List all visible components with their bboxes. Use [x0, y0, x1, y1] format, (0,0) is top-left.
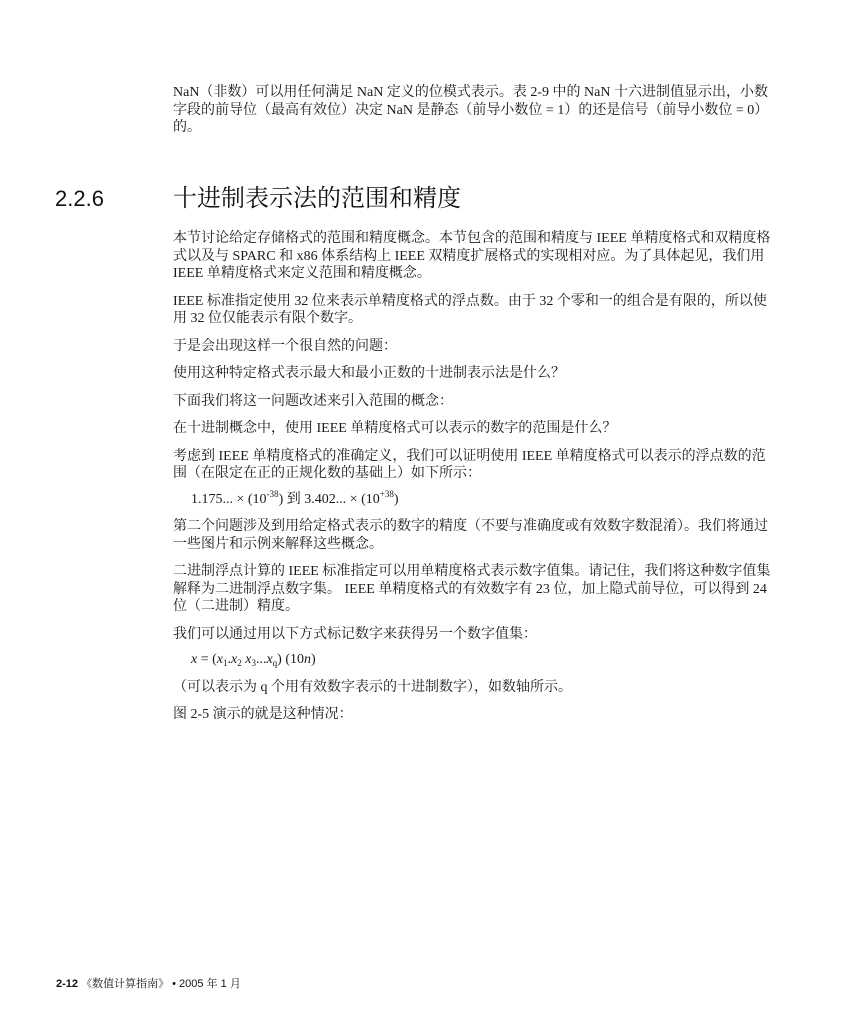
- formula-close: ) (10: [277, 652, 304, 667]
- range-mid: ) 到 3.402... × (10: [278, 491, 380, 507]
- paragraph-question-intro: 于是会出现这样一个很自然的问题：: [173, 338, 397, 354]
- range-high-exponent: +38: [379, 488, 394, 499]
- formula-sub1: 1: [223, 658, 228, 668]
- range-low-exponent: -38: [266, 488, 279, 499]
- paragraph-figure-ref: 图 2-5 演示的就是这种情况：: [173, 707, 353, 722]
- formula-n: n: [303, 652, 311, 667]
- formula-sub3: 3: [251, 658, 256, 668]
- formula-ellipsis: ...: [255, 652, 267, 667]
- section-body: [173, 230, 773, 734]
- paragraph-binary-set: 二进制浮点计算的 IEEE 标准指定可以用单精度格式表示数字值集。请记住，我们将这种数字值集解释为二进制浮点数字集。 IEEE 单精度格式的有效数字有 23 位，加上隐式前导位，可以得到 24 位（二进制）精度。: [173, 564, 771, 614]
- formula-x2: x: [231, 652, 238, 667]
- paragraph-range-question: 在十进制概念中，使用 IEEE 单精度格式可以表示的数字的范围是什么？: [173, 421, 617, 436]
- formula-dot: .: [227, 652, 231, 667]
- paragraph-32bit: IEEE 标准指定使用 32 位来表示单精度格式的浮点数。由于 32 个零和一的组合是有限的，所以使用 32 位仅能表示有限个数字。: [173, 293, 767, 326]
- paragraph-rephrase: 下面我们将这一问题改述来引入范围的概念：: [173, 393, 453, 409]
- formula-xq: x: [266, 652, 273, 667]
- footer-text: 《数值计算指南》 • 2005 年 1 月: [81, 978, 241, 990]
- formula-end: ): [310, 652, 316, 667]
- paragraph-number-line: （可以表示为 q 个用有效数字表示的十进制数字），如数轴所示。: [173, 679, 572, 695]
- page-number: 2-12: [56, 978, 79, 990]
- formula-eq: = (: [197, 652, 217, 667]
- intro-paragraph: [173, 84, 773, 137]
- formula-subq: q: [272, 658, 278, 668]
- paragraph-labeling: 我们可以通过用以下方式标记数字来获得另一个数字值集：: [173, 626, 537, 642]
- section-number: 2.2.6: [55, 186, 104, 211]
- range-formula: [191, 488, 773, 509]
- formula-x1: x: [216, 652, 223, 667]
- decimal-formula: [191, 651, 773, 669]
- formula-x: x: [191, 652, 198, 667]
- range-end: ): [393, 491, 399, 507]
- formula-sub2: 2: [237, 658, 242, 668]
- range-low-mantissa: 1.175... × (10: [191, 491, 267, 507]
- paragraph-scope: 本节讨论给定存储格式的范围和精度概念。本节包含的范围和精度与 IEEE 单精度格式和双精度格式以及与 SPARC 和 x86 体系结构上 IEEE 双精度扩展格式的实现相对应。为了具体起见，我们用 IEEE 单精度格式来定义范围和精度概念。: [173, 231, 771, 281]
- paragraph-range-definition: 考虑到 IEEE 单精度格式的准确定义，我们可以证明使用 IEEE 单精度格式可以表示的浮点数的范围（在限定在正的正规化数的基础上）如下所示：: [173, 448, 766, 481]
- paragraph-precision: 第二个问题涉及到用给定格式表示的数字的精度（不要与准确度或有效数字数混淆）。我们将通过一些图片和示例来解释这些概念。: [173, 519, 768, 552]
- section-title: 十进制表示法的范围和精度: [173, 186, 461, 212]
- paragraph-question: 使用这种特定格式表示最大和最小正数的十进制表示法是什么？: [173, 366, 565, 381]
- formula-x3: x: [245, 652, 252, 667]
- page-footer: [56, 977, 241, 991]
- nan-paragraph: NaN（非数）可以用任何满足 NaN 定义的位模式表示。表 2-9 中的 NaN 十六进制值显示出，小数字段的前导位（最高有效位）决定 NaN 是静态（前导小数位 = 1）的还是信号（前导小数位 = 0）的。: [173, 85, 769, 135]
